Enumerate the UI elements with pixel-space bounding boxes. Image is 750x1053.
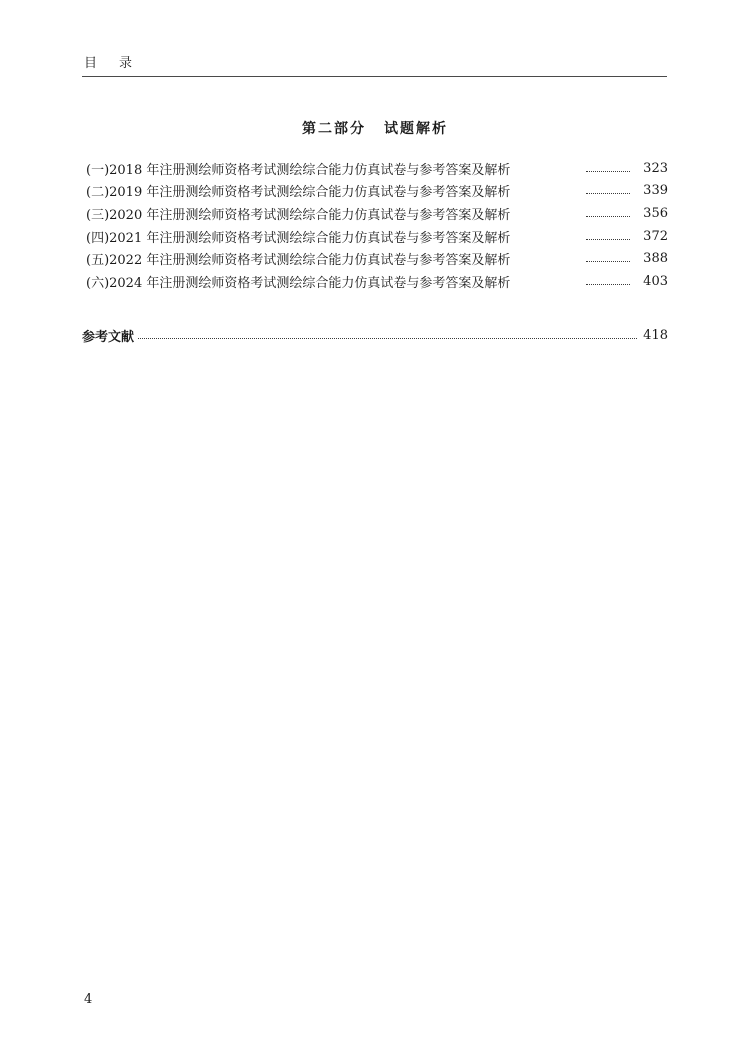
page-number: 4 bbox=[84, 992, 93, 1007]
toc-entry-page: 356 bbox=[643, 205, 668, 221]
toc-entry[interactable] bbox=[86, 157, 668, 180]
references-entry[interactable] bbox=[82, 324, 668, 346]
references-page: 418 bbox=[643, 327, 668, 343]
toc-entry-label: (六)2024 年注册测绘师资格考试测绘综合能力仿真试卷与参考答案及解析 bbox=[86, 275, 511, 291]
toc-list bbox=[86, 157, 668, 293]
toc-entry-page: 403 bbox=[643, 273, 668, 289]
toc-entry[interactable] bbox=[86, 225, 668, 248]
toc-entry[interactable] bbox=[86, 247, 668, 270]
dot-leader bbox=[586, 239, 630, 240]
section-title-text: 试题解析 bbox=[384, 121, 448, 137]
toc-entry-label: (二)2019 年注册测绘师资格考试测绘综合能力仿真试卷与参考答案及解析 bbox=[86, 185, 511, 201]
dot-leader bbox=[586, 193, 630, 194]
toc-entry-page: 339 bbox=[643, 183, 668, 199]
toc-entry[interactable] bbox=[86, 180, 668, 203]
dot-leader bbox=[586, 284, 630, 285]
toc-entry-label: (四)2021 年注册测绘师资格考试测绘综合能力仿真试卷与参考答案及解析 bbox=[86, 230, 511, 246]
dot-leader bbox=[586, 171, 630, 172]
toc-entry-page: 372 bbox=[643, 228, 668, 244]
toc-entry[interactable] bbox=[86, 202, 668, 225]
toc-entry-label: (三)2020 年注册测绘师资格考试测绘综合能力仿真试卷与参考答案及解析 bbox=[86, 207, 511, 223]
toc-entry-page: 388 bbox=[643, 251, 668, 267]
dot-leader bbox=[586, 216, 630, 217]
running-head bbox=[84, 52, 132, 71]
running-head-char-1: 目 bbox=[84, 56, 98, 71]
dot-leader bbox=[586, 261, 630, 262]
references-label: 参考文献 bbox=[82, 329, 135, 345]
dot-leader bbox=[138, 338, 637, 339]
toc-entry-page: 323 bbox=[643, 160, 668, 176]
toc-entry-label: (五)2022 年注册测绘师资格考试测绘综合能力仿真试卷与参考答案及解析 bbox=[86, 253, 511, 269]
running-head-char-2: 录 bbox=[119, 56, 133, 71]
header-rule bbox=[82, 76, 667, 77]
section-part: 第二部分 bbox=[302, 121, 366, 137]
toc-entry[interactable] bbox=[86, 270, 668, 293]
section-title bbox=[0, 118, 750, 138]
toc-entry-label: (一)2018 年注册测绘师资格考试测绘综合能力仿真试卷与参考答案及解析 bbox=[86, 162, 511, 178]
